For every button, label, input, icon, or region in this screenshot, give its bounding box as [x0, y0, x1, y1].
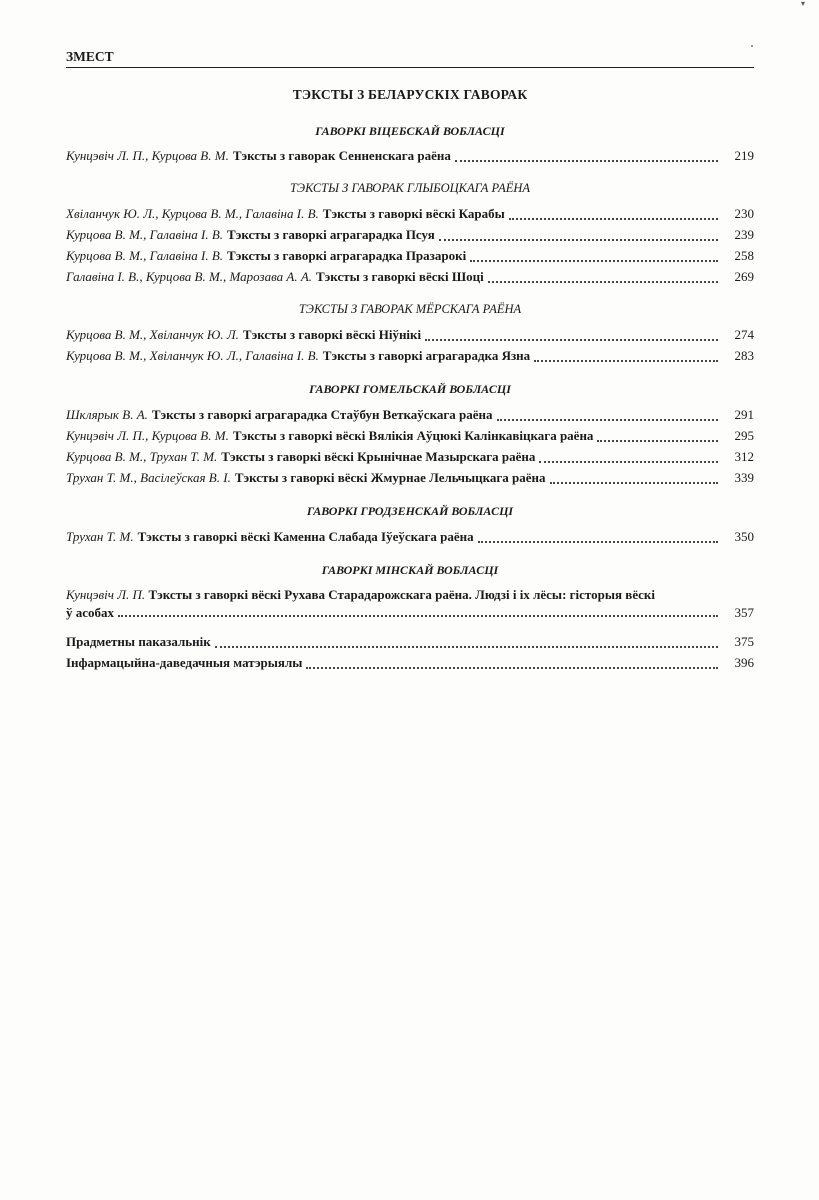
page-speck	[751, 45, 753, 47]
entry-title: Тэксты з гаворкі аграгарадка Псуя	[227, 227, 435, 242]
entry-authors: Кунцэвіч Л. П., Курцова В. М.	[66, 148, 229, 163]
entry-authors: Трухан Т. М.	[66, 529, 134, 544]
entry-title: Тэксты з гаворкі вёскі Крынічнае Мазырскага раёна	[221, 449, 536, 464]
section-heading: ГАВОРКІ ВІЦЕБСКАЙ ВОБЛАСЦІ	[315, 124, 505, 138]
entry-title: Інфармацыйна-даведачныя матэрыялы	[66, 655, 303, 670]
entry-page: 230	[734, 206, 754, 221]
entry-title: Тэксты з гаворкі вёскі Вялікія Аўцюкі Калінкавіцкага раёна	[232, 428, 594, 443]
dot-leader	[118, 614, 718, 617]
entry-page: 375	[734, 634, 754, 649]
entry-title: Тэксты з гаворкі вёскі Ніўнікі	[242, 327, 422, 342]
entry-page: 219	[734, 148, 754, 163]
section-heading: ГАВОРКІ МІНСКАЙ ВОБЛАСЦІ	[321, 563, 499, 577]
entry-page: 350	[734, 529, 754, 544]
toc-entry-reference[interactable]	[66, 655, 754, 673]
entry-page: 239	[734, 227, 754, 242]
entry-authors: Шклярык В. А.	[66, 407, 148, 422]
entry-title: Тэксты з гаворкі вёскі Карабы	[322, 206, 505, 221]
section-heading: ТЭКСТЫ З ГАВОРАК МЁРСКАГА РАЁНА	[298, 302, 522, 316]
dot-leader	[539, 460, 718, 463]
entry-authors: Курцова В. М., Хвіланчук Ю. Л., Галавіна І. В.	[66, 348, 319, 363]
entry-title: Тэксты з гаворак Сенненскага раёна	[232, 148, 451, 163]
toc-entry[interactable]	[66, 248, 754, 266]
entry-authors: Курцова В. М., Хвіланчук Ю. Л.	[66, 327, 239, 342]
entry-authors: Курцова В. М., Галавіна І. В.	[66, 248, 224, 263]
entry-page: 274	[734, 327, 754, 342]
section-heading: ТЭКСТЫ З ГАВОРАК ГЛЫБОЦКАГА РАЁНА	[289, 181, 531, 195]
section-heading: ГАВОРКІ ГРОДЗЕНСКАЙ ВОБЛАСЦІ	[306, 504, 514, 518]
toc-entry[interactable]	[66, 449, 754, 467]
toc-entry[interactable]	[66, 587, 754, 621]
entry-authors: Курцова В. М., Трухан Т. М.	[66, 449, 218, 464]
entry-authors: Хвіланчук Ю. Л., Курцова В. М., Галавіна І. В.	[66, 206, 319, 221]
toc-entry[interactable]	[66, 206, 754, 224]
entry-title: Тэксты з гаворкі вёскі Жмурнае Лельчыцкага раёна	[234, 470, 546, 485]
entry-page: 269	[734, 269, 754, 284]
dot-leader	[455, 159, 718, 162]
entry-page: 258	[734, 248, 754, 263]
toc-entry[interactable]	[66, 148, 754, 166]
dot-leader	[215, 645, 718, 648]
entry-title: Тэксты з гаворкі вёскі Рухава Старадарожскага раёна. Людзі і іх лёсы: гісторыя вёскі	[148, 587, 655, 602]
entry-authors: Галавіна І. В., Курцова В. М., Марозава А. А.	[66, 269, 313, 284]
entry-page: 339	[734, 470, 754, 485]
entry-title: Тэксты з гаворкі аграгарадка Язна	[322, 348, 531, 363]
toc-entry[interactable]	[66, 327, 754, 345]
dot-leader	[478, 540, 718, 543]
dot-leader	[306, 666, 718, 669]
dot-leader	[534, 359, 718, 362]
entry-title: Тэксты з гаворкі вёскі Каменна Слабада Іўеўскага раёна	[137, 529, 474, 544]
toc-entry[interactable]	[66, 529, 754, 547]
dot-leader	[439, 238, 718, 241]
dot-leader	[488, 280, 718, 283]
entry-title: Тэксты з гаворкі вёскі Шоці	[316, 269, 484, 284]
entry-page: 312	[734, 449, 754, 464]
toc-entry[interactable]	[66, 269, 754, 287]
dot-leader	[470, 259, 718, 262]
entry-authors: Кунцэвіч Л. П., Курцова В. М.	[66, 428, 229, 443]
entry-title: Прадметны паказальнік	[66, 634, 211, 649]
toc-entry-index[interactable]	[66, 634, 754, 652]
entry-title-continued: ў асобах	[66, 605, 115, 620]
entry-page: 295	[734, 428, 754, 443]
corner-mark: ▾	[801, 0, 806, 8]
main-title: ТЭКСТЫ З БЕЛАРУСКІХ ГАВОРАК	[292, 87, 528, 102]
toc-entry[interactable]	[66, 428, 754, 446]
entry-authors: Кунцэвіч Л. П.	[66, 587, 146, 602]
entry-page: 357	[734, 605, 754, 620]
dot-leader	[597, 439, 718, 442]
toc-entry[interactable]	[66, 407, 754, 425]
dot-leader	[550, 481, 718, 484]
entry-page: 283	[734, 348, 754, 363]
entry-title: Тэксты з гаворкі аграгарадка Празарокі	[227, 248, 467, 263]
toc-entry[interactable]	[66, 227, 754, 245]
section-heading: ГАВОРКІ ГОМЕЛЬСКАЙ ВОБЛАСЦІ	[309, 382, 511, 396]
dot-leader	[425, 338, 718, 341]
dot-leader	[509, 217, 718, 220]
entry-title: Тэксты з гаворкі аграгарадка Стаўбун Веткаўскага раёна	[151, 407, 493, 422]
toc-entry[interactable]	[66, 470, 754, 488]
entry-authors: Трухан Т. М., Васілеўская В. І.	[66, 470, 231, 485]
dot-leader	[497, 418, 718, 421]
entry-page: 396	[734, 655, 754, 670]
entry-page: 291	[734, 407, 754, 422]
page-header: ЗМЕСТ	[66, 49, 754, 68]
entry-authors: Курцова В. М., Галавіна І. В.	[66, 227, 224, 242]
toc-entry[interactable]	[66, 348, 754, 366]
